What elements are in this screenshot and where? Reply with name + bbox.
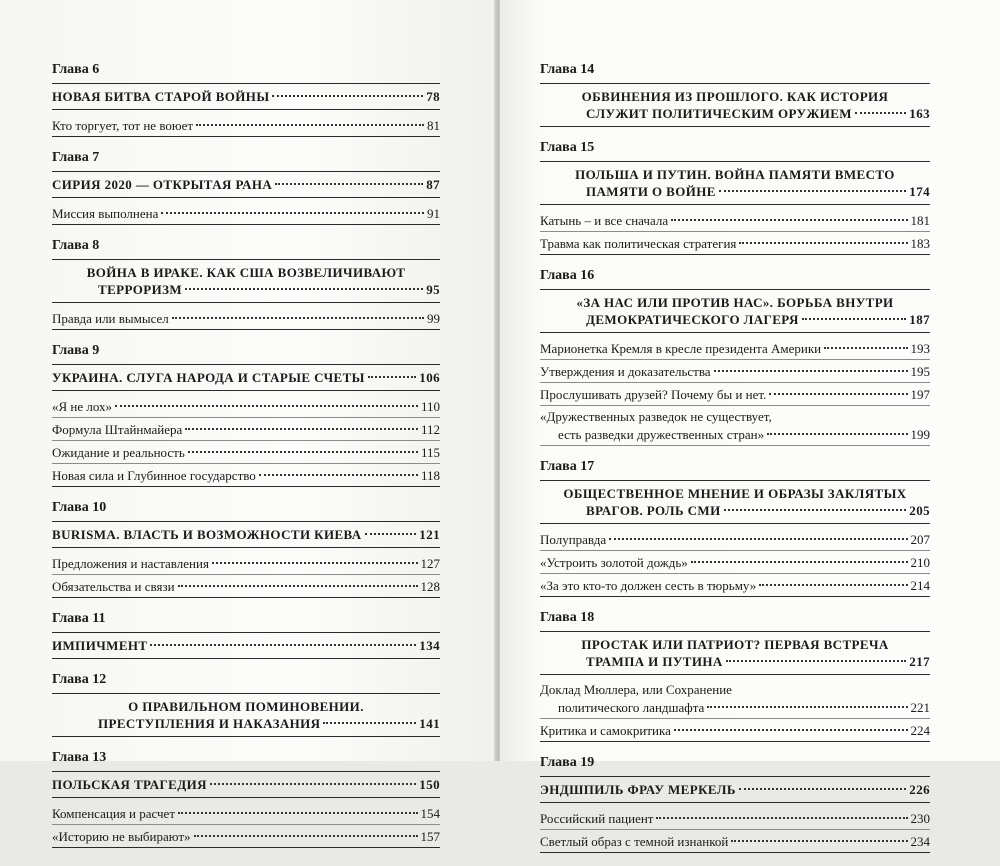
chapter-title-entry-page-number: 150 [419,777,440,792]
toc-chapter [52,62,440,137]
section-entry-text: «Я не лох» [52,399,113,414]
section-entry-page-number: 214 [910,578,930,593]
chapter-label: Глава 17 [540,459,595,474]
section-list [52,307,440,330]
chapter-title-entry [52,526,440,544]
section-entry-text: Правда или вымысел [52,311,169,326]
chapter-title-entry-text: ПРЕСТУПЛЕНИЯ И НАКАЗАНИЯ [98,716,321,731]
right-page [500,0,1000,849]
chapter-title-entry-text: ТРАМПА И ПУТИНА [586,654,723,669]
chapter-title-entry-page-number: 78 [426,89,440,104]
section-entry-page-number: 112 [420,422,440,437]
section-entry-last [540,698,930,717]
chapter-title-entry-text: ТЕРРОРИЗМ [98,282,183,297]
dot-leader [178,812,417,814]
section-text-line: Доклад Мюллера, или Сохранение [540,682,732,697]
section-entry [52,552,440,575]
dot-leader [739,788,906,790]
chapter-title-entry-page-number: 174 [909,184,930,199]
dot-leader [275,183,423,185]
section-entry-text: Компенсация и расчет [52,806,176,821]
toc-chapter [540,755,930,853]
toc-chapter [52,238,440,330]
section-entry [540,337,930,360]
chapter-title-entry-text: ПОЛЬСКАЯ ТРАГЕДИЯ [52,777,207,792]
chapter-label: Глава 15 [540,140,595,155]
section-entry-text: Травма как политическая стратегия [540,236,737,251]
section-entry-page-number: 91 [427,206,440,221]
section-entry-text: Формула Штайнмайера [52,422,183,437]
chapter-title-entry [52,776,440,794]
chapter-title-entry-page-number: 205 [909,503,930,518]
section-entry-page-number: 230 [910,811,930,826]
chapter-title [52,259,440,303]
section-entry-page-number: 115 [420,445,440,460]
dot-leader [824,347,907,349]
section-list [540,337,930,446]
chapter-title-entry-page-number: 95 [426,282,440,297]
section-entry [540,360,930,383]
chapter-title-entry [52,281,440,299]
dot-leader [178,585,418,587]
section-entry [52,441,440,464]
dot-leader [194,835,418,837]
section-entry-last [540,425,930,444]
dot-leader [212,562,418,564]
toc-chapter [540,268,930,446]
chapter-title-entry [52,637,440,655]
section-entry-page-number: 110 [420,399,440,414]
chapter-title-entry-page-number: 87 [426,177,440,192]
section-entry-page-number: 157 [420,829,440,844]
section-entry-text: Предложения и наставления [52,556,209,571]
chapter-title-entry [52,176,440,194]
section-entry [540,719,930,742]
dot-leader [724,509,907,511]
chapter-title [52,632,440,659]
dot-leader [719,190,906,192]
section-entry-page-number: 128 [420,579,440,594]
section-entry-text: Кто торгует, тот не воюет [52,118,194,133]
toc-chapter [52,150,440,225]
chapter-title [540,161,930,205]
section-entry [52,802,440,825]
toc-chapter [540,140,930,255]
section-list [540,807,930,853]
section-entry [540,551,930,574]
chapter-title-entry [540,653,930,671]
section-entry-text: «За это кто-то должен сесть в тюрьму» [540,578,757,593]
dot-leader [671,219,907,221]
dot-leader [365,533,417,535]
chapter-title-entry-page-number: 217 [909,654,930,669]
section-list [52,802,440,848]
chapter-title-entry-page-number: 187 [909,312,930,327]
dot-leader [185,428,418,430]
chapter-title-line: ВОЙНА В ИРАКЕ. КАК США ВОЗВЕЛИЧИВАЮТ [86,265,406,280]
chapter-title-entry [52,715,440,733]
dot-leader [691,561,908,563]
dot-leader [739,242,907,244]
chapter-title [52,771,440,798]
dot-leader [150,644,416,646]
section-text-line: «Дружественных разведок не существует, [540,409,772,424]
chapter-title-entry [540,183,930,201]
section-entry-text: «Историю не выбирают» [52,829,191,844]
section-entry-last-text: есть разведки дружественных стран» [558,427,765,442]
dot-leader [731,840,907,842]
section-entry-last-page-number: 199 [910,427,930,442]
section-entry-text: «Устроить золотой дождь» [540,555,688,570]
dot-leader [259,474,418,476]
dot-leader [368,376,416,378]
toc-chapter [52,343,440,487]
section-entry [540,679,930,719]
section-entry-page-number: 224 [910,723,930,738]
section-entry-text: Полуправда [540,532,607,547]
chapter-label: Глава 14 [540,62,595,77]
section-entry-last-text: политического ландшафта [558,700,705,715]
section-entry-page-number: 193 [910,341,930,356]
chapter-title [540,83,930,127]
section-entry-last-page-number: 221 [910,700,930,715]
chapter-title-entry-text: СЛУЖИТ ПОЛИТИЧЕСКИМ ОРУЖИЕМ [586,106,852,121]
chapter-label: Глава 19 [540,755,595,770]
chapter-title-entry-page-number: 106 [419,370,440,385]
section-entry [540,232,930,255]
chapter-label: Глава 18 [540,610,595,625]
chapter-title [52,364,440,391]
dot-leader [609,538,907,540]
dot-leader [759,584,907,586]
dot-leader [726,660,907,662]
chapter-title-entry-text: ПАМЯТИ О ВОЙНЕ [586,184,716,199]
section-entry-text: Новая сила и Глубинное государство [52,468,256,483]
chapter-title [540,289,930,333]
dot-leader [767,433,907,435]
section-entry-page-number: 118 [420,468,440,483]
section-entry-text: Ожидание и реальность [52,445,185,460]
section-entry [540,209,930,232]
section-entry [540,383,930,406]
toc-chapter [52,611,440,659]
chapter-title [540,631,930,675]
chapter-label: Глава 6 [52,62,100,77]
dot-leader [323,722,416,724]
chapter-label: Глава 7 [52,150,100,165]
chapter-label: Глава 9 [52,343,100,358]
section-entry [540,807,930,830]
section-entry [52,418,440,441]
section-entry-text: Миссия выполнена [52,206,159,221]
chapter-title-entry-text: НОВАЯ БИТВА СТАРОЙ ВОЙНЫ [52,89,270,104]
toc-column-right [540,62,930,866]
chapter-title-entry [52,88,440,106]
chapter-title-entry-text: УКРАИНА. СЛУГА НАРОДА И СТАРЫЕ СЧЕТЫ [52,370,365,385]
chapter-label: Глава 11 [52,611,106,626]
toc-chapter [52,500,440,598]
section-entry-page-number: 81 [427,118,440,133]
chapter-title-entry-page-number: 134 [419,638,440,653]
section-entry [540,574,930,597]
section-entry-text: Обязательства и связи [52,579,175,594]
chapter-title-entry-page-number: 163 [909,106,930,121]
section-entry-text: Марионетка Кремля в кресле президента Америки [540,341,822,356]
chapter-title [540,480,930,524]
chapter-title-entry [540,105,930,123]
chapter-title-entry-page-number: 121 [419,527,440,542]
chapter-label: Глава 13 [52,750,107,765]
toc-chapter [540,62,930,127]
section-entry-page-number: 154 [420,806,440,821]
toc-chapter [540,610,930,742]
dot-leader [674,729,908,731]
chapter-label: Глава 10 [52,500,107,515]
chapter-title-entry [540,781,930,799]
chapter-title-entry-page-number: 141 [419,716,440,731]
chapter-title [52,693,440,737]
dot-leader [855,112,906,114]
dot-leader [272,95,423,97]
chapter-title [52,521,440,548]
section-list [540,209,930,255]
dot-leader [769,393,907,395]
chapter-title-entry [52,369,440,387]
chapter-title [540,776,930,803]
chapter-title [52,171,440,198]
chapter-title-entry-page-number: 226 [909,782,930,797]
dot-leader [802,318,907,320]
chapter-title-entry [540,502,930,520]
section-entry [52,464,440,487]
chapter-title-entry-text: ИМПИЧМЕНТ [52,638,148,653]
section-entry [52,825,440,848]
toc-chapter [52,750,440,848]
dot-leader [707,706,907,708]
chapter-title-entry-text: ЭНДШПИЛЬ ФРАУ МЕРКЕЛЬ [540,782,736,797]
toc-column-left [52,62,440,861]
section-list [52,202,440,225]
left-page [0,0,496,844]
section-entry-page-number: 127 [420,556,440,571]
section-entry [52,307,440,330]
chapter-title-entry [540,311,930,329]
dot-leader [656,817,907,819]
dot-leader [210,783,416,785]
section-list [52,114,440,137]
chapter-title-entry-text: ВРАГОВ. РОЛЬ СМИ [586,503,721,518]
dot-leader [115,405,418,407]
toc-chapter [540,459,930,597]
section-entry-page-number: 210 [910,555,930,570]
chapter-title-entry-text: ДЕМОКРАТИЧЕСКОГО ЛАГЕРЯ [586,312,799,327]
section-list [52,395,440,487]
section-entry [52,395,440,418]
chapter-label: Глава 8 [52,238,100,253]
section-entry-text: Прослушивать друзей? Почему бы и нет. [540,387,767,402]
dot-leader [161,212,424,214]
section-entry [52,202,440,225]
section-list [540,528,930,597]
dot-leader [185,288,423,290]
dot-leader [196,124,424,126]
chapter-title-line: ОБЩЕСТВЕННОЕ МНЕНИЕ И ОБРАЗЫ ЗАКЛЯТЫХ [563,486,907,501]
section-entry-text: Утверждения и доказательства [540,364,711,379]
section-entry [52,575,440,598]
section-entry-page-number: 99 [427,311,440,326]
chapter-title-line: «ЗА НАС ИЛИ ПРОТИВ НАС». БОРЬБА ВНУТРИ [576,295,894,310]
section-entry-page-number: 234 [910,834,930,849]
section-entry [540,406,930,446]
chapter-label: Глава 12 [52,672,107,687]
section-entry-page-number: 181 [910,213,930,228]
dot-leader [172,317,424,319]
section-entry [540,830,930,853]
chapter-title-line: ПОЛЬША И ПУТИН. ВОЙНА ПАМЯТИ ВМЕСТО [575,167,895,182]
chapter-title-line: ОБВИНЕНИЯ ИЗ ПРОШЛОГО. КАК ИСТОРИЯ [581,89,889,104]
section-list [52,552,440,598]
chapter-title-entry-text: BURISMA. ВЛАСТЬ И ВОЗМОЖНОСТИ КИЕВА [52,527,362,542]
section-entry-text: Российский пациент [540,811,654,826]
section-entry-page-number: 195 [910,364,930,379]
section-entry-page-number: 197 [910,387,930,402]
chapter-title-line: О ПРАВИЛЬНОМ ПОМИНОВЕНИИ. [128,699,364,714]
section-entry-text: Критика и самокритика [540,723,671,738]
section-list [540,679,930,742]
section-entry-page-number: 207 [910,532,930,547]
section-entry-text: Катынь – и все сначала [540,213,669,228]
dot-leader [714,370,908,372]
chapter-label: Глава 16 [540,268,595,283]
chapter-title-line: ПРОСТАК ИЛИ ПАТРИОТ? ПЕРВАЯ ВСТРЕЧА [581,637,889,652]
section-entry-text: Светлый образ с темной изнанкой [540,834,729,849]
toc-chapter [52,672,440,737]
dot-leader [188,451,418,453]
section-entry [52,114,440,137]
chapter-title-entry-text: СИРИЯ 2020 — ОТКРЫТАЯ РАНА [52,177,273,192]
section-entry [540,528,930,551]
chapter-title [52,83,440,110]
section-entry-page-number: 183 [910,236,930,251]
